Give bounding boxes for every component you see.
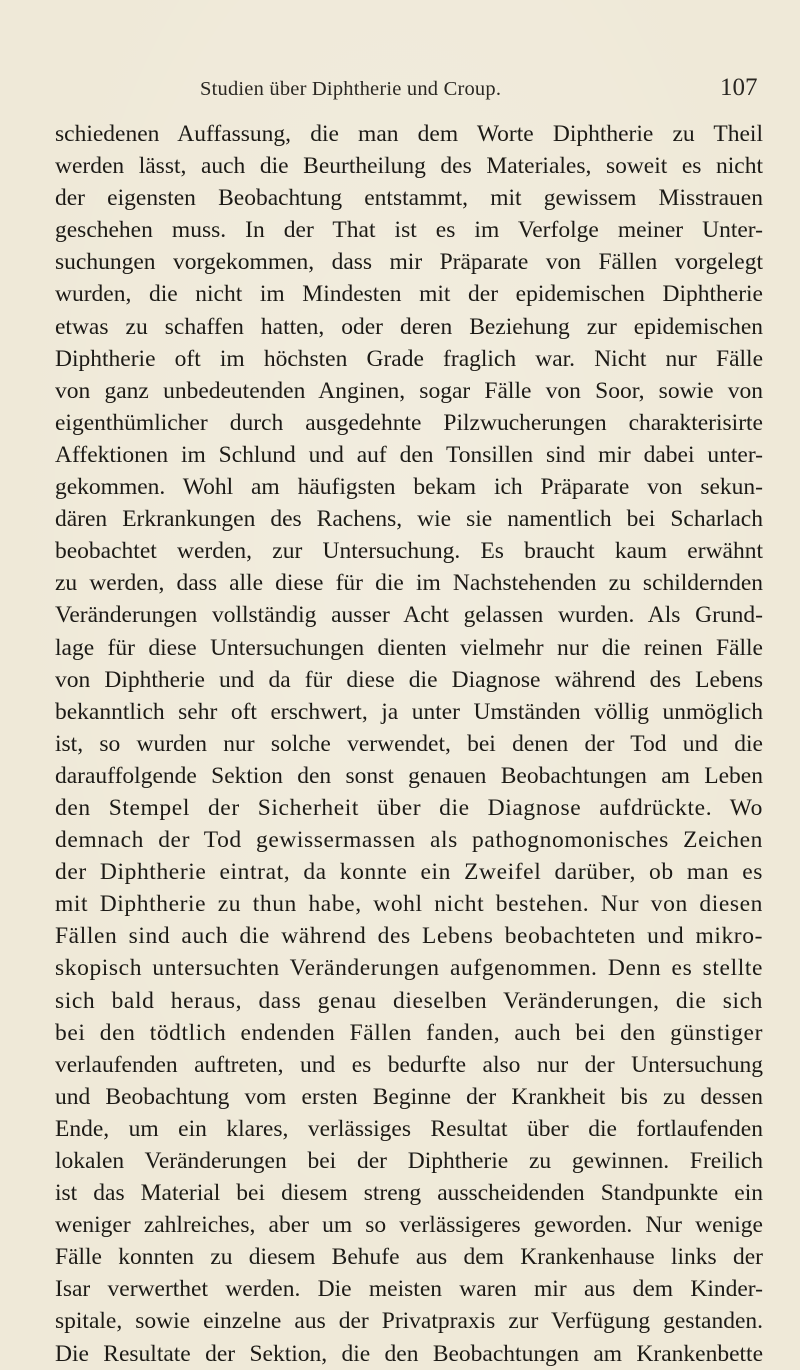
text-line: Fällen sind auch die während des Lebens beobachteten und mikro- xyxy=(55,923,763,950)
text-line: lage für diese Untersuchungen dienten vielmehr nur die reinen Fälle xyxy=(55,634,763,661)
text-line: dären Erkrankungen des Rachens, wie sie namentlich bei Scharlach xyxy=(55,506,763,533)
text-line: der Diphtherie eintrat, da konnte ein Zweifel darüber, ob man es xyxy=(55,859,763,886)
text-line: beobachtet werden, zur Untersuchung. Es braucht kaum erwähnt xyxy=(55,538,763,565)
text-line: sich bald heraus, dass genau dieselben Veränderungen, die sich xyxy=(55,987,763,1014)
text-line: geschehen muss. In der That ist es im Verfolge meiner Unter- xyxy=(55,217,763,244)
text-line: den Stempel der Sicherheit über die Diagnose aufdrückte. Wo xyxy=(55,794,763,821)
text-line: Isar verwerthet werden. Die meisten waren mir aus dem Kinder- xyxy=(55,1276,763,1303)
text-line: mit Diphtherie zu thun habe, wohl nicht bestehen. Nur von diesen xyxy=(55,891,763,918)
text-line: skopisch untersuchten Veränderungen aufgenommen. Denn es stellte xyxy=(55,955,763,982)
text-line: der eigensten Beobachtung entstammt, mit gewissem Misstrauen xyxy=(55,185,763,212)
text-line: verlaufenden auftreten, und es bedurfte also nur der Untersuchung xyxy=(55,1051,763,1078)
text-line: bei den tödtlich endenden Fällen fanden, auch bei den günstiger xyxy=(55,1019,763,1046)
text-line: zu werden, dass alle diese für die im Nachstehenden zu schildernden xyxy=(55,570,763,597)
text-line: werden lässt, auch die Beurtheilung des Materiales, soweit es nicht xyxy=(55,153,763,180)
text-line: ist, so wurden nur solche verwendet, bei denen der Tod und die xyxy=(55,730,763,757)
text-line: ist das Material bei diesem streng ausscheidenden Standpunkte ein xyxy=(55,1180,763,1207)
text-line: von Diphtherie und da für diese die Diagnose während des Lebens xyxy=(55,666,763,693)
text-line: Veränderungen vollständig ausser Acht gelassen wurden. Als Grund- xyxy=(55,602,763,629)
text-line: Fälle konnten zu diesem Behufe aus dem Krankenhause links der xyxy=(55,1244,763,1271)
text-line: und Beobachtung vom ersten Beginne der Krankheit bis zu dessen xyxy=(55,1083,763,1110)
text-line: wurden, die nicht im Mindesten mit der epidemischen Diphtherie xyxy=(55,281,763,308)
text-line: weniger zahlreiches, aber um so verlässigeres geworden. Nur wenige xyxy=(55,1212,763,1239)
text-line: suchungen vorgekommen, dass mir Präparate von Fällen vorgelegt xyxy=(55,249,763,276)
text-line: etwas zu schaffen hatten, oder deren Beziehung zur epidemischen xyxy=(55,313,763,340)
text-line: Affektionen im Schlund und auf den Tonsillen sind mir dabei unter- xyxy=(55,441,763,468)
running-title: Studien über Diphtherie und Croup. xyxy=(200,78,502,100)
body-text xyxy=(55,118,763,1370)
text-line: lokalen Veränderungen bei der Diphtherie zu gewinnen. Freilich xyxy=(55,1148,763,1174)
text-line: schiedenen Auffassung, die man dem Worte Diphtherie zu Theil xyxy=(55,121,763,147)
text-line: Ende, um ein klares, verlässiges Resultat über die fortlaufenden xyxy=(55,1115,763,1142)
page-number: 107 xyxy=(720,74,758,101)
text-line: demnach der Tod gewissermassen als pathognomonisches Zeichen xyxy=(55,827,763,854)
text-line: eigenthümlicher durch ausgedehnte Pilzwucherungen charakterisirte xyxy=(55,409,763,436)
text-line: darauffolgende Sektion den sonst genauen Beobachtungen am Leben xyxy=(55,762,763,789)
text-line: spitale, sowie einzelne aus der Privatpraxis zur Verfügung gestanden. xyxy=(55,1308,763,1335)
text-line: Diphtherie oft im höchsten Grade fraglich war. Nicht nur Fälle xyxy=(55,345,763,372)
text-line: bekanntlich sehr oft erschwert, ja unter Umständen völlig unmöglich xyxy=(55,698,763,725)
text-line: gekommen. Wohl am häufigsten bekam ich Präparate von sekun- xyxy=(55,474,763,501)
text-line: von ganz unbedeutenden Anginen, sogar Fälle von Soor, sowie von xyxy=(55,377,763,404)
text-line: Die Resultate der Sektion, die den Beobachtungen am Krankenbette xyxy=(55,1340,763,1367)
